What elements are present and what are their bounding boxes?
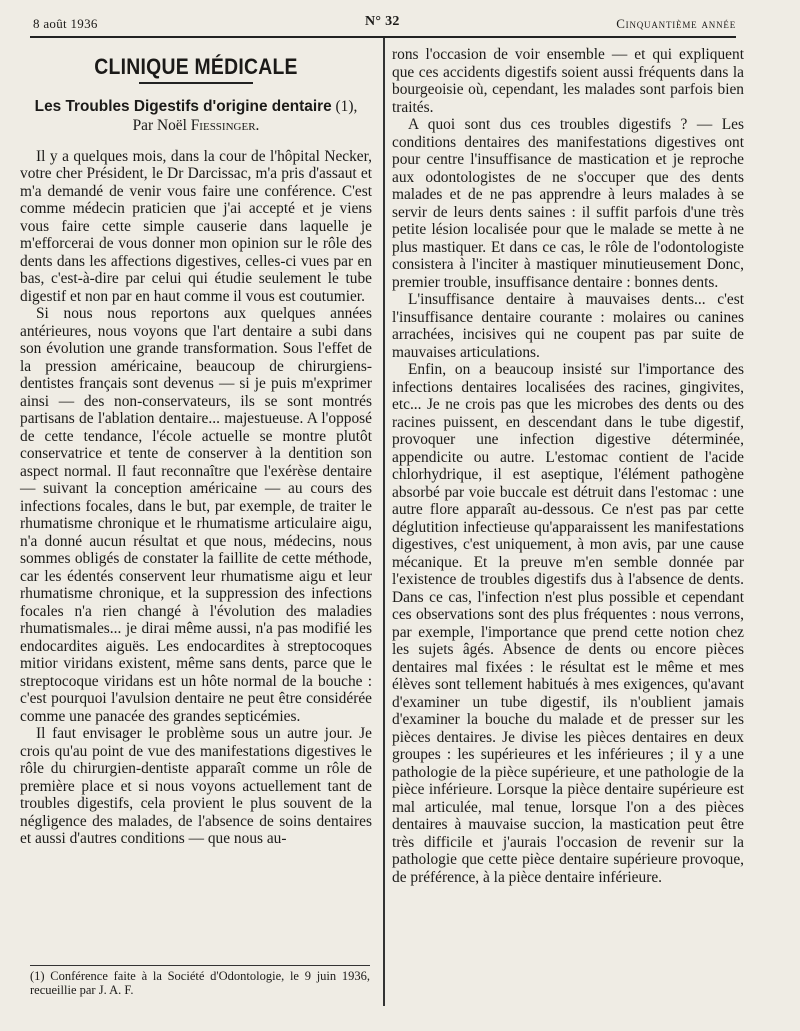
article-title-text: Les Troubles Digestifs d'origine dentaire [34,97,332,115]
page-header [30,14,736,34]
column-divider [383,38,385,1006]
footnote [30,969,370,997]
footnote-divider [30,965,370,966]
author-prefix: Par Noël [132,117,191,134]
article-title [20,98,372,116]
paragraph: rons l'occasion de voir ensemble — et qui expliquent que ces accidents digestifs soient aussi fréquents dans la bourgeoisie où, cependant, les malades sont parfois bien traités. [392,46,744,116]
issue-date: 8 août 1936 [33,16,98,31]
paragraph: A quoi sont dus ces troubles digestifs ? — Les conditions dentaires des manifestations digestives ont pour centre l'insuffisance de mastication et je reproche aux odontologistes de ne s'occuper que des dents malades et de ne pas apprendre à leurs malades à se servir de leurs dents saines : il suffit parfois d'une très petite lésion localisée pour que le malade se mette à ne plus mastiquer. Et dans ce cas, le rôle de l'odontologiste consistera à l'inciter à mastiquer minutieusement Donc, premier trouble, insuffisance dentaire : bonnes dents. [392,116,744,291]
article-title-note: (1), [331,97,358,115]
issue-number: N° 32 [365,14,400,29]
paragraph: Il y a quelques mois, dans la cour de l'hôpital Necker, votre cher Président, le Dr Darcissac, m'a pris d'assaut et m'a demandé de venir vous faire une conférence. C'est comme médecin praticien que j'ai accepté et je viens vous faire cette simple causerie dans laquelle je m'efforcerai de vous donner mon opinion sur le rôle des dents dans les affections digestives, celles-ci vues par en bas, c'est-à-dire par celui qui étudie seulement le tube digestif et non par en haut comme il vous est coutumier. [20,147,372,305]
paragraph: L'insuffisance dentaire à mauvaises dents... c'est l'insuffisance dentaire courante : molaires ou canines arrachées, incisives qui ne coupent pas par suite de mauvaises articulations. [392,291,744,361]
left-column [20,54,372,848]
author-name: Fiessinger. [190,117,260,134]
left-body [20,148,372,848]
paragraph: Si nous nous reportons aux quelques années antérieures, nous voyons que l'art dentaire a subi dans son évolution une grande transformation. Sous l'effet de la pression américaine, beaucoup de chirurgiens-dentistes français sont devenus — si je puis m'exprimer ainsi — des non-conservateurs, ils se sont montrés partisans de l'ablation dentaire... majestueuse. A l'opposé de cette tendance, l'école actuelle se montre plutôt conservatrice et tente de conserver à la dentition son aspect normal. Il faut reconnaître que l'exérèse dentaire — suivant la conception américaine — au cours des infections focales, dans le but, par exemple, de traiter le rhumatisme chronique et le rhumatisme articulaire aigu, n'a donné aucun résultat et que nous, médecins, nous sommes obligés de constater la faillite de cette méthode, car les édentés conservent leur rhumatisme aigu et leur rhumatisme chronique, et la suppression des infections focales n'a rien changé à l'évolution des maladies rhumatismales... je dirai même aussi, n'a pas modifié les endocardites aiguës. Les endocardites à streptocoques mitior viridans existent, même sans dents, parce que le streptocoque viridans est un hôte normal de la bouche : c'est pourquoi l'avulsion dentaire ne peut être considérée comme une panacée des grandes septicémies. [20,305,372,725]
title-underline [139,82,253,84]
paragraph: Il faut envisager le problème sous un autre jour. Je crois qu'au point de vue des manifestations digestives le rôle du chirurgien-dentiste apparaît comme un rôle de première place et si nous voyons actuellement tant de troubles digestifs, cela provient le plus souvent de la négligence des malades, de l'absence de soins dentaires et aussi d'autres conditions — que nous au- [20,725,372,847]
section-title: CLINIQUE MÉDICALE [94,54,298,79]
publication-year: Cinquantième année [616,16,736,31]
paragraph: Enfin, on a beaucoup insisté sur l'importance des infections dentaires localisées des racines, gingivites, etc... Je ne crois pas que les microbes des dents ou des racines puissent, en descendant dans le tube digestif, provoquer une infection digestive déterminée, appendicite ou autre. L'estomac contient de l'acide chlorhydrique, il est aseptique, l'élément pathogène absorbé par voie buccale est détruit dans l'estomac : une autre flore apparaît au-dessous. Ce n'est pas par cette déglutition infectieuse qu'apparaissent les manifestations digestives, c'est uniquement, à mon avis, par une cause mécanique. Et la preuve m'en semble donnée par l'existence de troubles digestifs dus à l'absence de dents. Dans ce cas, l'infection n'est plus possible et cependant ces observations sont des plus fréquentes : nous verrons, par exemple, l'importance que prend cette notion chez les sujets âgés. Absence de dents ou encore pièces dentaires mal fixées : le résultat est le même et mes élèves sont tellement habitués à mes exigences, qu'avant d'examiner un tube digestif, ils n'oublient jamais d'examiner la bouche du malade et de presser sur les pièces dentaires. Je divise les pièces dentaires en deux groupes : les supérieures et les inférieures ; il y a une pathologie de la pièce supérieure, et une pathologie de la pièce inférieure. Lorsque la pièce dentaire supérieure est mal articulée, mal tenue, lorsque l'on a des pièces dentaires à mauvaise succion, la mastication peut être très difficile et j'aurais l'occasion de revenir sur la pathologie que cette pièce dentaire supérieure provoque, de préférence, à la pièce dentaire inférieure. [392,361,744,886]
right-column [392,46,744,886]
article-author [20,117,372,135]
footnote-text: (1) Conférence faite à la Société d'Odontologie, le 9 juin 1936, recueillie par J. A. F. [30,969,370,997]
